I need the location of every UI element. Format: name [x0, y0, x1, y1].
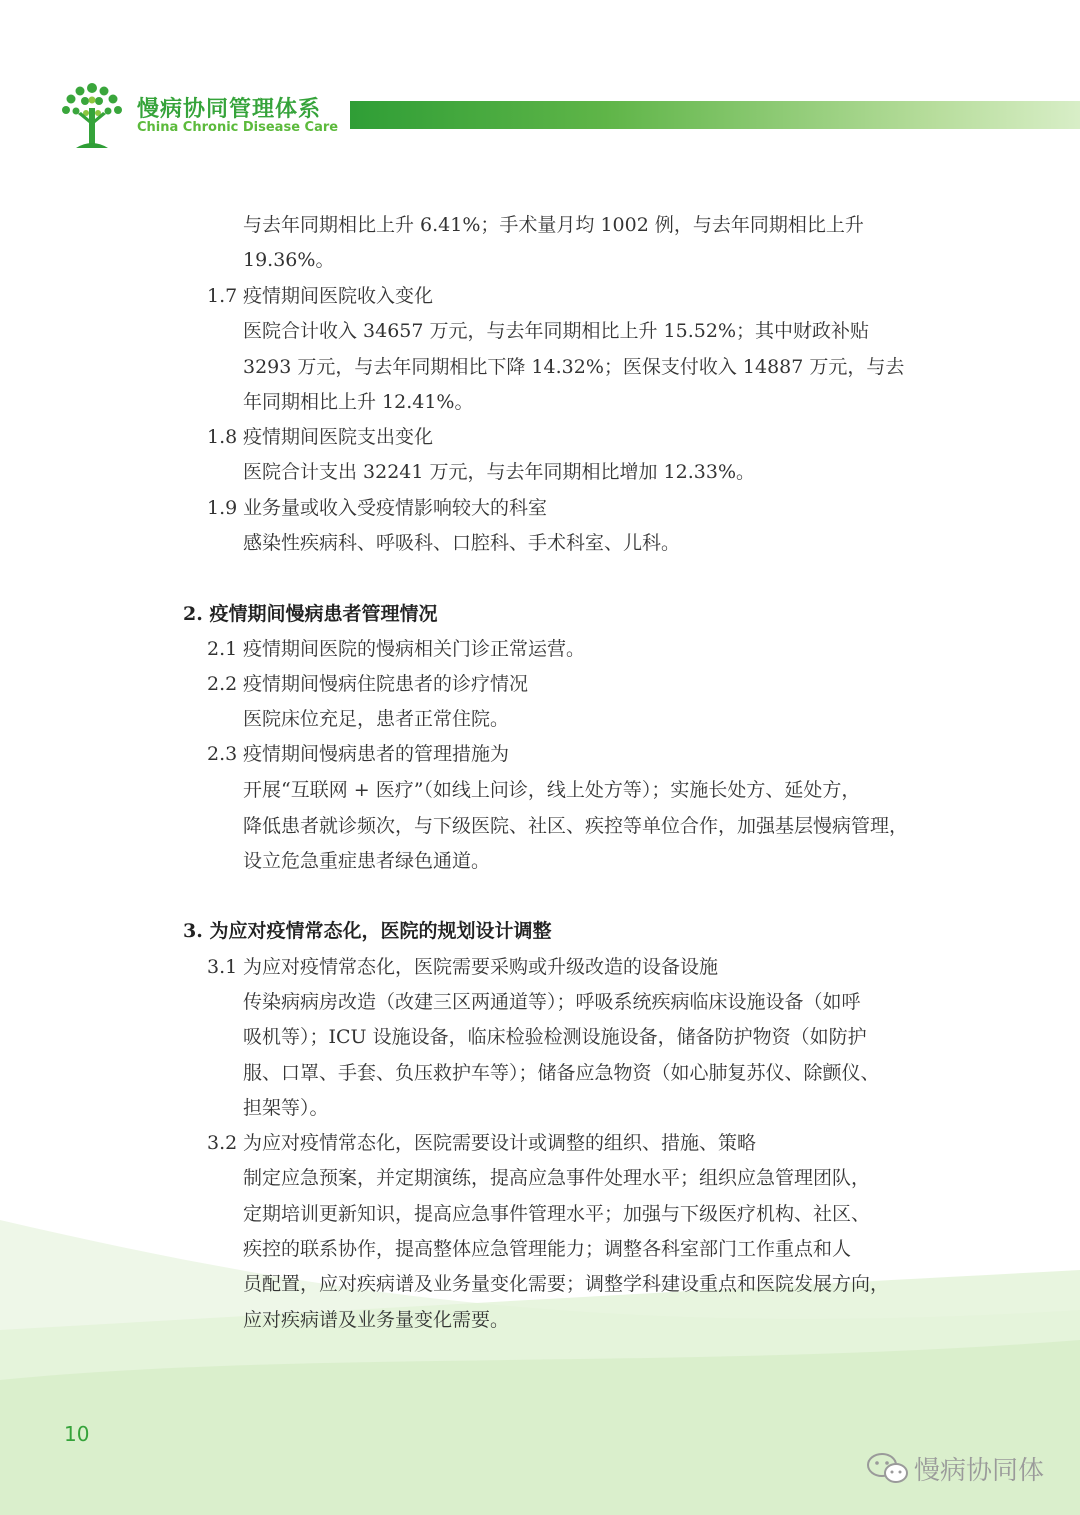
tree-icon — [56, 78, 128, 150]
subsection-2-3 — [207, 742, 509, 766]
paragraph-line: 感染性疾病科、呼吸科、口腔科、手术科室、儿科。 — [243, 532, 681, 554]
subsection-title: 疫情期间慢病患者的管理措施为 — [243, 743, 510, 765]
subsection-title: 疫情期间医院支出变化 — [243, 426, 434, 448]
paragraph-line: 员配置，应对疾病谱及业务量变化需要；调整学科建设重点和医院发展方向， — [243, 1273, 890, 1295]
subsection-number: 2.1 — [207, 638, 238, 660]
subsection-1-8 — [207, 425, 433, 449]
paragraph-line: 设立危急重症患者绿色通道。 — [243, 850, 491, 872]
watermark-text: 慢病协同体 — [914, 1456, 1045, 1486]
subsection-title: 为应对疫情常态化，医院需要设计或调整的组织、措施、策略 — [243, 1132, 757, 1154]
paragraph-line: 与去年同期相比上升 6.41%；手术量月均 1002 例，与去年同期相比上升 — [243, 214, 864, 236]
paragraph-line: 医院床位充足，患者正常住院。 — [243, 708, 510, 730]
section-heading-2: 2. 疫情期间慢病患者管理情况 — [183, 603, 438, 625]
paragraph-line: 担架等）。 — [243, 1097, 329, 1119]
page-number: 10 — [64, 1422, 90, 1446]
brand-name-en: China Chronic Disease Care — [137, 120, 339, 135]
paragraph-line: 降低患者就诊频次，与下级医院、社区、疾控等单位合作，加强基层慢病管理， — [243, 815, 909, 837]
subsection-number: 1.7 — [207, 285, 238, 307]
subsection-title: 疫情期间医院收入变化 — [243, 285, 434, 307]
paragraph-line: 19.36%。 — [243, 249, 335, 271]
paragraph-line: 年同期相比上升 12.41%。 — [243, 391, 474, 413]
paragraph-line: 疾控的联系协作，提高整体应急管理能力；调整各科室部门工作重点和人 — [243, 1238, 852, 1260]
paragraph-line: 医院合计收入 34657 万元，与去年同期相比上升 15.52%；其中财政补贴 — [243, 320, 870, 342]
wechat-icon — [866, 1452, 910, 1484]
paragraph-line: 开展“互联网 + 医疗”（如线上问诊，线上处方等）；实施长处方、延处方， — [243, 779, 861, 801]
section-heading-3: 3. 为应对疫情常态化，医院的规划设计调整 — [183, 920, 552, 942]
page-header — [0, 0, 1080, 160]
brand-name-cn: 慢病协同管理体系 — [137, 97, 322, 122]
header-gradient-bar — [350, 101, 1080, 129]
subsection-number: 3.2 — [207, 1132, 238, 1154]
subsection-number: 2.3 — [207, 743, 238, 765]
subsection-3-2 — [207, 1131, 756, 1155]
subsection-3-1 — [207, 955, 718, 979]
subsection-number: 1.8 — [207, 426, 238, 448]
subsection-number: 2.2 — [207, 673, 238, 695]
subsection-2-1 — [207, 637, 585, 661]
paragraph-line: 3293 万元，与去年同期相比下降 14.32%；医保支付收入 14887 万元，与去 — [243, 356, 905, 378]
subsection-number: 1.9 — [207, 497, 238, 519]
subsection-1-7 — [207, 284, 433, 308]
paragraph-line: 医院合计支出 32241 万元，与去年同期相比增加 12.33%。 — [243, 461, 756, 483]
subsection-title: 业务量或收入受疫情影响较大的科室 — [243, 497, 548, 519]
paragraph-line: 制定应急预案，并定期演练，提高应急事件处理水平；组织应急管理团队， — [243, 1167, 871, 1189]
subsection-title: 为应对疫情常态化，医院需要采购或升级改造的设备设施 — [243, 956, 719, 978]
subsection-title: 疫情期间医院的慢病相关门诊正常运营。 — [243, 638, 586, 660]
paragraph-line: 服、口罩、手套、负压救护车等）；储备应急物资（如心肺复苏仪、除颤仪、 — [243, 1062, 880, 1084]
paragraph-line: 定期培训更新知识，提高应急事件管理水平；加强与下级医疗机构、社区、 — [243, 1203, 871, 1225]
paragraph-line: 应对疾病谱及业务量变化需要。 — [243, 1309, 510, 1331]
subsection-title: 疫情期间慢病住院患者的诊疗情况 — [243, 673, 529, 695]
paragraph-line: 传染病病房改造（改建三区两通道等）；呼吸系统疾病临床设施设备（如呼 — [243, 991, 861, 1013]
paragraph-line: 吸机等）；ICU 设施设备，临床检验检测设施设备，储备防护物资（如防护 — [243, 1026, 867, 1048]
subsection-number: 3.1 — [207, 956, 238, 978]
subsection-2-2 — [207, 672, 528, 696]
subsection-1-9 — [207, 496, 547, 520]
